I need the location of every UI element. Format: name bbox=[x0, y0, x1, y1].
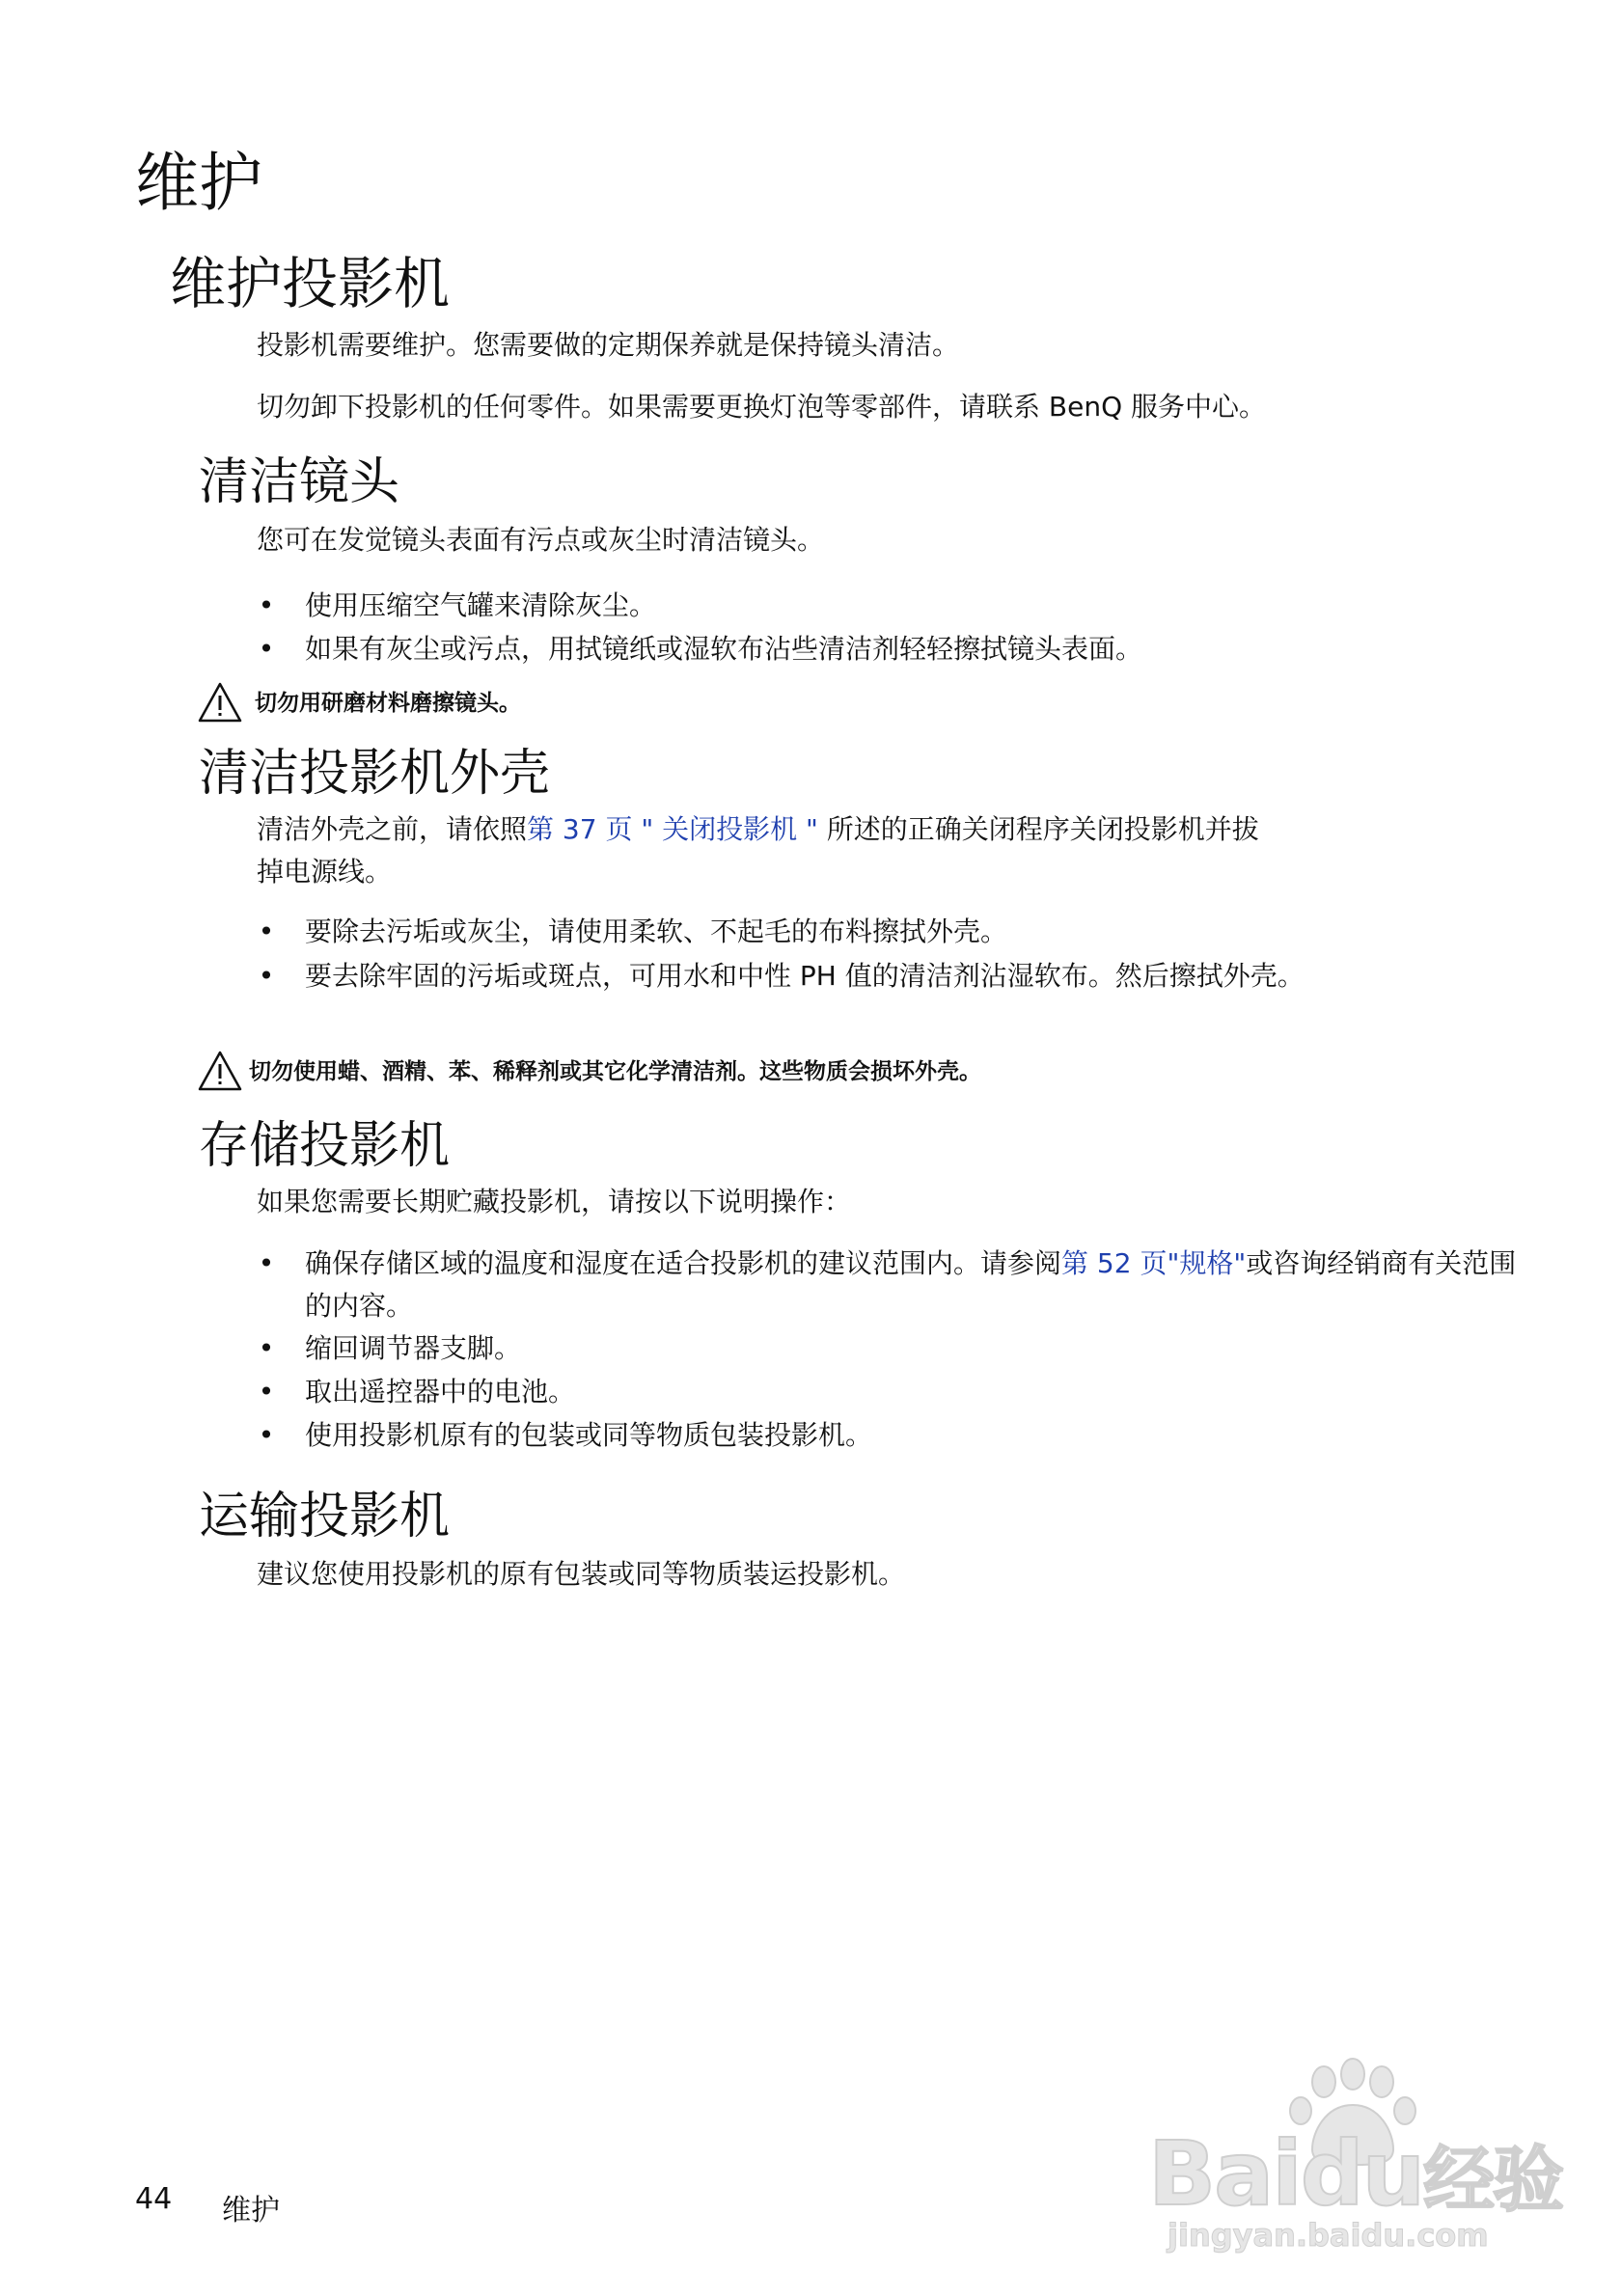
specs-link[interactable]: 第 52 页"规格" bbox=[1061, 1247, 1247, 1279]
watermark-url: jingyan.baidu.com bbox=[1168, 2217, 1489, 2254]
lens-desc: 您可在发觉镜头表面有污点或灰尘时清洁镜头。 bbox=[257, 524, 825, 556]
list-item bbox=[257, 955, 1511, 1040]
watermark-brand: Bai bbox=[1148, 2122, 1301, 2226]
list-item bbox=[257, 628, 1511, 670]
baidu-watermark bbox=[1139, 2055, 1563, 2254]
case-warning bbox=[197, 1050, 1355, 1098]
case-desc bbox=[257, 810, 1463, 849]
bullet-dot: • bbox=[258, 1332, 275, 1364]
section-title: 维护投影机 bbox=[170, 251, 451, 316]
bullet-dot: • bbox=[258, 1419, 275, 1451]
lens-heading: 清洁镜头 bbox=[199, 453, 400, 511]
list-item bbox=[257, 1243, 1530, 1327]
storage-b1-text: 确保存储区域的温度和湿度在适合投影机的建议范围内。请参阅 bbox=[305, 1247, 1062, 1279]
bullet-dot: • bbox=[258, 1376, 275, 1408]
case-desc-line2: 掉电源线。 bbox=[257, 856, 393, 888]
bullet-dot: • bbox=[258, 633, 275, 665]
storage-b1-text: 或咨询经销商有关范围的内容。 bbox=[305, 1247, 1517, 1322]
warning-icon bbox=[197, 1050, 243, 1092]
warning-text: 切勿用研磨材料磨擦镜头。 bbox=[255, 691, 521, 716]
warning-text: 切勿使用蜡、酒精、苯、稀释剂或其它化学清洁剂。这些物质会损坏外壳。 bbox=[249, 1059, 981, 1084]
storage-heading: 存储投影机 bbox=[199, 1117, 451, 1175]
list-item-text: 要除去污垢或灰尘，请使用柔软、不起毛的布料擦拭外壳。 bbox=[305, 916, 1008, 947]
list-item bbox=[257, 911, 1511, 953]
shutdown-link[interactable]: 第 37 页 " 关闭投影机 " bbox=[527, 813, 818, 845]
storage-desc: 如果您需要长期贮藏投影机，请按以下说明操作： bbox=[257, 1186, 852, 1217]
list-item-text: 缩回调节器支脚。 bbox=[305, 1332, 522, 1364]
intro-paragraph-2: 切勿卸下投影机的任何零件。如果需要更换灯泡等零部件，请联系 BenQ 服务中心。 bbox=[257, 391, 1267, 423]
watermark-brand2: du bbox=[1300, 2122, 1424, 2226]
list-item bbox=[257, 1414, 1511, 1457]
bullet-dot: • bbox=[258, 589, 275, 621]
list-item-text: 如果有灰尘或污点，用拭镜纸或湿软布沾些清洁剂轻轻擦拭镜头表面。 bbox=[305, 633, 1143, 665]
list-item-text: 使用投影机原有的包装或同等物质包装投影机。 bbox=[305, 1419, 873, 1451]
chapter-title: 维护 bbox=[135, 146, 262, 220]
list-item bbox=[257, 585, 1511, 627]
list-item-text bbox=[305, 1243, 1521, 1327]
intro-paragraph-1: 投影机需要维护。您需要做的定期保养就是保持镜头清洁。 bbox=[257, 329, 960, 361]
page-number: 44 bbox=[135, 2182, 173, 2216]
list-item-text: 使用压缩空气罐来清除灰尘。 bbox=[305, 589, 657, 621]
list-item bbox=[257, 1327, 1511, 1370]
footer-section: 维护 bbox=[222, 2194, 280, 2228]
transport-heading: 运输投影机 bbox=[199, 1488, 451, 1545]
list-item-text: 取出遥控器中的电池。 bbox=[305, 1376, 576, 1408]
case-desc-text: 清洁外壳之前，请依照 bbox=[257, 813, 528, 845]
list-item bbox=[257, 1371, 1511, 1413]
list-item-text: 要去除牢固的污垢或斑点，可用水和中性 PH 值的清洁剂沾湿软布。然后擦拭外壳。 bbox=[305, 960, 1305, 992]
bullet-dot: • bbox=[258, 916, 275, 947]
case-desc-text: 所述的正确关闭程序关闭投影机并拔 bbox=[817, 813, 1259, 845]
bullet-dot: • bbox=[258, 960, 275, 992]
lens-warning bbox=[197, 681, 872, 729]
transport-desc: 建议您使用投影机的原有包装或同等物质装运投影机。 bbox=[257, 1558, 906, 1590]
warning-icon bbox=[197, 681, 243, 724]
watermark-cn: 经验 bbox=[1423, 2139, 1563, 2222]
case-heading: 清洁投影机外壳 bbox=[199, 745, 551, 803]
bullet-dot: • bbox=[258, 1247, 275, 1279]
